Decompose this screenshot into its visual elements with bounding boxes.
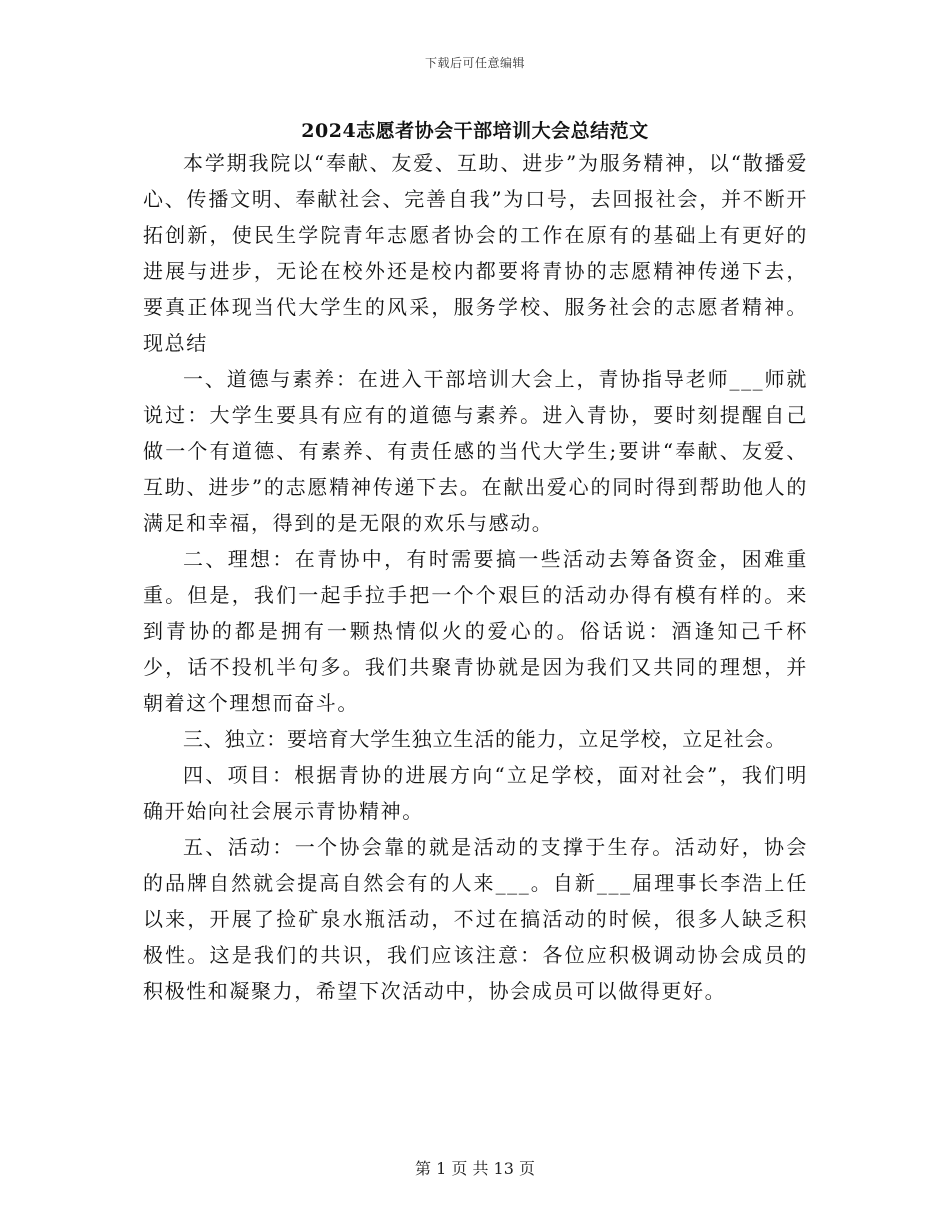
paragraph-projects: 四、项目：根据青协的进展方向“立足学校，面对社会”，我们明确开始向社会展示青协精神。 bbox=[143, 763, 808, 823]
document-body bbox=[143, 145, 808, 1009]
page-footer: 第 1 页 共 13 页 bbox=[415, 1159, 535, 1178]
paragraph-ideals: 二、理想：在青协中，有时需要搞一些活动去筹备资金，困难重重。但是，我们一起手拉手把一个个艰巨的活动办得有模有样的。来到青协的都是拥有一颗热情似火的爱心的。俗话说：酒逢知己千杯少，话不投机半句多。我们共聚青协就是因为我们又共同的理想，并朝着这个理想而奋斗。 bbox=[143, 547, 808, 715]
paragraph-ethics: 一、道德与素养：在进入干部培训大会上，青协指导老师___师就说过：大学生要具有应有的道德与素养。进入青协，要时刻提醒自己做一个有道德、有素养、有责任感的当代大学生;要讲“奉献、友爱、互助、进步”的志愿精神传递下去。在献出爱心的同时得到帮助他人的满足和幸福，得到的是无限的欢乐与感动。 bbox=[143, 367, 808, 535]
document-title: 2024志愿者协会干部培训大会总结范文 bbox=[301, 120, 649, 142]
header-note: 下载后可任意编辑 bbox=[424, 56, 525, 70]
paragraph-independence: 三、独立：要培育大学生独立生活的能力，立足学校，立足社会。 bbox=[183, 727, 787, 751]
paragraph-intro: 本学期我院以“奉献、友爱、互助、进步”为服务精神，以“散播爱心、传播文明、奉献社会、完善自我”为口号，去回报社会，并不断开拓创新，使民生学院青年志愿者协会的工作在原有的基础上有更好的进展与进步，无论在校外还是校内都要将青协的志愿精神传递下去，要真正体现当代大学生的风采，服务学校、服务社会的志愿者精神。现总结 bbox=[143, 151, 808, 355]
paragraph-activities: 五、活动：一个协会靠的就是活动的支撑于生存。活动好，协会的品牌自然就会提高自然会有的人来___。自新___届理事长李浩上任以来，开展了捡矿泉水瓶活动，不过在搞活动的时候，很多人缺乏积极性。这是我们的共识，我们应该注意：各位应积极调动协会成员的积极性和凝聚力，希望下次活动中，协会成员可以做得更好。 bbox=[143, 835, 808, 1003]
